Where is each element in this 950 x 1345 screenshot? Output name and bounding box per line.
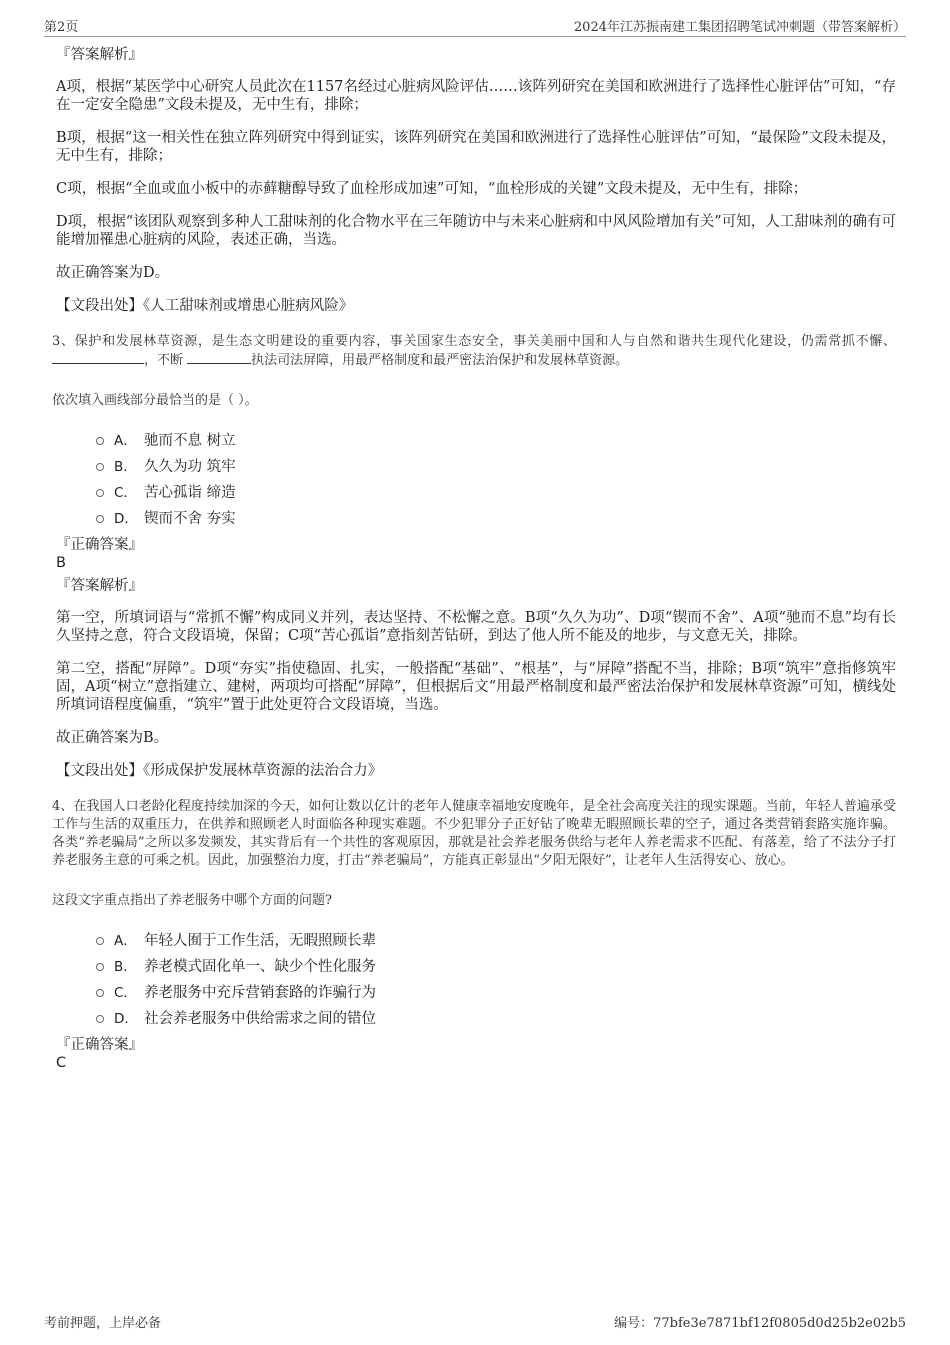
- q2-analysis-c: C项，根据“全血或血小板中的赤藓糖醇导致了血栓形成加速”可知，“血栓形成的关键”文段未提及，无中生有，排除；: [56, 181, 808, 197]
- q3-option-b[interactable]: B． 久久为功 筑牢: [96, 452, 896, 478]
- radio-icon[interactable]: [96, 937, 104, 945]
- radio-icon[interactable]: [96, 989, 104, 997]
- q3-option-d[interactable]: D． 锲而不舍 夯实: [96, 504, 896, 530]
- q3-correct-answer: B: [56, 555, 66, 571]
- page-content: [52, 46, 896, 1077]
- q4-option-c[interactable]: C． 养老服务中充斥营销套路的诈骗行为: [96, 978, 896, 1004]
- q3-option-c[interactable]: C． 苦心孤诣 缔造: [96, 478, 896, 504]
- radio-icon[interactable]: [96, 1015, 104, 1023]
- q3-correct-label: 『正确答案』: [56, 537, 143, 553]
- radio-icon[interactable]: [96, 515, 104, 523]
- q3-option-a[interactable]: A． 驰而不息 树立: [96, 426, 896, 452]
- q2-source: 【文段出处】《人工甜味剂或增患心脏病风险》: [56, 298, 354, 314]
- document-title: 2024年江苏振南建工集团招聘笔试冲刺题（带答案解析）: [573, 20, 906, 35]
- q2-analysis-d: D项，根据“该团队观察到多种人工甜味剂的化合物水平在三年随访中与未来心脏病和中风风险增加有关”可知，人工甜味剂的确有可能增加罹患心脏病的风险，表述正确，当选。: [56, 214, 896, 248]
- page-footer: [44, 1312, 906, 1334]
- q3-blank-1: [52, 351, 144, 364]
- page-number: 第2页: [44, 20, 79, 35]
- q3-analysis-first-blank: 第一空，所填词语与“常抓不懈”构成同义并列，表达坚持、不松懈之意。B项“久久为功”、D项“锲而不舍”、A项“驰而不息”均有长久坚持之意，符合文段语境，保留；C项“苦心孤诣”意指刻苦钻研，到达了他人所不能及的地步，与文意无关，排除。: [56, 610, 896, 644]
- q3-stem-part2: ，不断: [144, 353, 184, 368]
- footer-slogan: 考前押题，上岸必备: [44, 1316, 162, 1331]
- radio-icon[interactable]: [96, 437, 104, 445]
- q4-correct-label: 『正确答案』: [56, 1037, 143, 1053]
- q4-options: [96, 926, 896, 1030]
- q3-analysis-second-blank: 第二空，搭配“屏障”。D项“夯实”指使稳固、扎实，一般搭配“基础”、“根基”，与“屏障”搭配不当，排除；B项“筑牢”意指修筑牢固，A项“树立”意指建立、建树，两项均可搭配“屏障”，但根据后文“用最严格制度和最严密法治保护和发展林草资源”可知，横线处所填词语程度偏重，“筑牢”置于此处更符合文段语境，当选。: [56, 661, 896, 713]
- q3-conclusion: 故正确答案为B。: [56, 730, 169, 746]
- q3-stem-part3: 执法司法屏障，用最严格制度和最严密法治保护和发展林草资源。: [251, 353, 629, 368]
- q3-analysis-label: 『答案解析』: [56, 578, 143, 594]
- q3-stem: [52, 333, 896, 370]
- radio-icon[interactable]: [96, 463, 104, 471]
- q4-stem: 4、在我国人口老龄化程度持续加深的今天，如何让数以亿计的老年人健康幸福地安度晚年，是全社会高度关注的现实课题。当前，年轻人普遍承受工作与生活的双重压力，在供养和照顾老人时面临各种现实难题。不少犯罪分子正好钻了晚辈无暇照顾长辈的空子，通过各类营销套路实施诈骗。各类“养老骗局”之所以多发频发，其实背后有一个共性的客观原因，那就是社会养老服务供给与老年人养老需求不匹配、有落差，给了不法分子打养老服务主意的可乘之机。因此，加强整治力度，打击“养老骗局”，方能真正彰显出“夕阳无限好”，让老年人生活得安心、放心。: [52, 799, 896, 868]
- q3-prompt: 依次填入画线部分最恰当的是（ ）。: [52, 393, 258, 408]
- q2-conclusion: 故正确答案为D。: [56, 265, 170, 281]
- q4-option-d[interactable]: D． 社会养老服务中供给需求之间的错位: [96, 1004, 896, 1030]
- q3-stem-part1: 3、保护和发展林草资源，是生态文明建设的重要内容，事关国家生态安全，事关美丽中国和人与自然和谐共生现代化建设，仍需常抓不懈、: [52, 334, 896, 349]
- q2-analysis-b: B项，根据“这一相关性在独立阵列研究中得到证实，该阵列研究在美国和欧洲进行了选择性心脏评估”可知，“最保险”文段未提及，无中生有，排除；: [56, 130, 896, 164]
- q3-blank-2: [187, 351, 251, 364]
- q3-source: 【文段出处】《形成保护发展林草资源的法治合力》: [56, 763, 383, 779]
- q2-analysis-a: A项，根据“某医学中心研究人员此次在1157名经过心脏病风险评估……该阵列研究在美国和欧洲进行了选择性心脏评估”可知，“存在一定安全隐患”文段未提及，无中生有，排除；: [56, 79, 896, 113]
- q4-prompt: 这段文字重点指出了养老服务中哪个方面的问题?: [52, 893, 332, 908]
- q3-options: [96, 426, 896, 530]
- radio-icon[interactable]: [96, 489, 104, 497]
- page-header: [44, 14, 906, 37]
- q4-correct-answer: C: [56, 1055, 67, 1071]
- q2-analysis-label: 『答案解析』: [56, 47, 143, 63]
- document-id: 编号：77bfe3e7871bf12f0805d0d25b2e02b5: [614, 1316, 906, 1331]
- q4-option-a[interactable]: A． 年轻人囿于工作生活，无暇照顾长辈: [96, 926, 896, 952]
- radio-icon[interactable]: [96, 963, 104, 971]
- q4-option-b[interactable]: B． 养老模式固化单一、缺少个性化服务: [96, 952, 896, 978]
